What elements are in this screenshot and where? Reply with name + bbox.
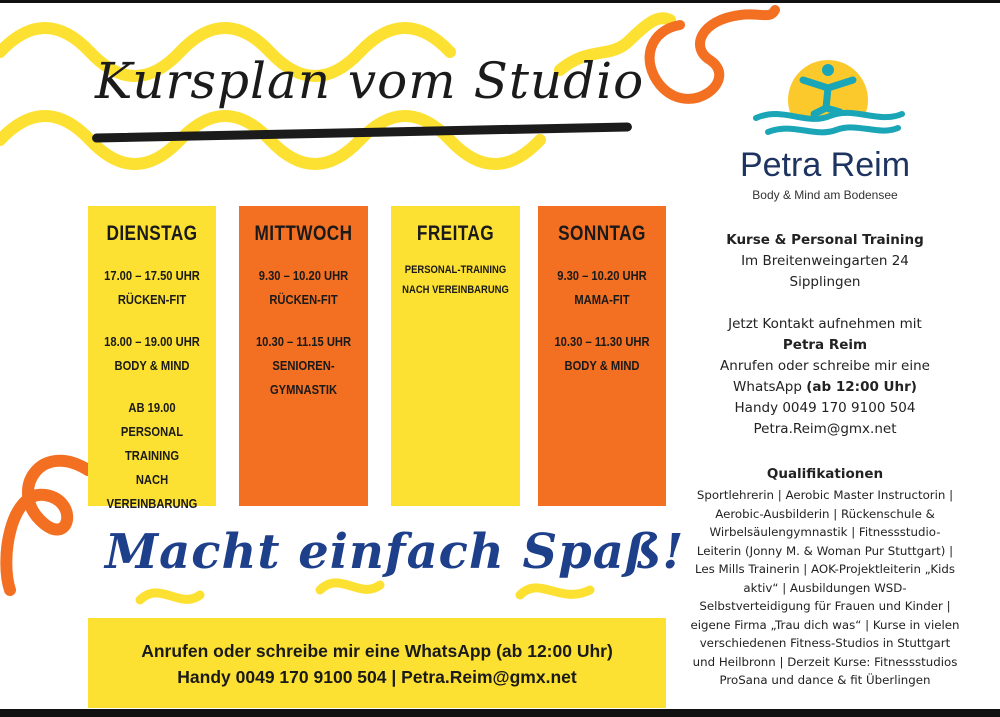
slot-course: SENIOREN-GYMNASTIK	[269, 358, 338, 397]
day-heading: DIENSTAG	[106, 222, 198, 245]
schedule-slot	[547, 330, 657, 378]
slot-course: RÜCKEN-FIT	[117, 292, 187, 307]
schedule-slot	[248, 264, 359, 312]
slot-time: 9.30 – 10.20 UHR	[258, 268, 349, 283]
slot-time: 17.00 – 17.50 UHR	[104, 268, 200, 283]
brand-tagline: Body & Mind am Bodensee	[752, 188, 898, 202]
slot-time: PERSONAL-TRAINING	[404, 264, 507, 276]
contact-footer	[88, 618, 666, 708]
day-heading: SONNTAG	[558, 222, 646, 245]
slogan: Macht einfach Spaß!	[105, 524, 685, 580]
logo-icon	[748, 58, 906, 148]
slot-extra: NACH VEREINBARUNG	[106, 472, 198, 511]
qualification-line: Les Mills Trainerin | AOK-Projektleiterin „Kids	[694, 562, 956, 576]
bottom-border	[0, 709, 1000, 717]
qualification-line: und Heilbronn | Derzeit Kurse: Fitnessstudios	[692, 654, 958, 669]
qualifications-text	[680, 486, 970, 690]
qualification-line: Sportlehrerin | Aerobic Master Instructorin |	[696, 488, 954, 502]
brand-name: Petra Reim	[739, 146, 911, 184]
qualification-line: Aerobic-Ausbilderin | Rückenschule &	[715, 506, 935, 521]
info-phone[interactable]: Handy 0049 170 9100 504	[734, 400, 916, 416]
page-title: Kursplan vom Studio	[95, 52, 645, 110]
schedule-column-mittwoch	[239, 206, 368, 506]
day-heading: MITTWOCH	[254, 222, 353, 245]
slot-course: BODY & MIND	[114, 358, 190, 373]
qualification-line: Selbstverteidigung für Frauen und Kinder |	[699, 599, 951, 613]
slot-course: BODY & MIND	[564, 358, 640, 373]
slot-time: 10.30 – 11.15 UHR	[255, 334, 352, 349]
schedule-slot	[97, 264, 207, 312]
qualification-line: verschiedenen Fitness-Studios in Stuttgart	[699, 636, 951, 650]
info-email[interactable]: Petra.Reim@gmx.net	[753, 421, 897, 437]
contact-info	[685, 230, 965, 440]
footer-line-2: Handy 0049 170 9100 504 | Petra.Reim@gmx.net	[177, 667, 577, 687]
info-contact-intro: Jetzt Kontakt aufnehmen mit	[728, 316, 922, 332]
slot-time: AB 19.00	[128, 400, 176, 415]
info-whatsapp-time: (ab 12:00 Uhr)	[806, 379, 917, 395]
slot-course: MAMA-FIT	[574, 292, 630, 307]
qualifications-heading: Qualifikationen	[766, 466, 884, 482]
info-city: Sipplingen	[789, 274, 861, 290]
slot-time: 10.30 – 11.30 UHR	[554, 334, 650, 349]
qualification-line: eigene Firma „Trau dich was“ | Kurse in vielen	[690, 617, 960, 632]
info-call-text: Anrufen oder schreibe mir eine	[720, 358, 930, 374]
slot-time: 18.00 – 19.00 UHR	[104, 334, 200, 349]
qualification-line: aktiv“ | Ausbildungen WSD-	[743, 580, 907, 595]
info-street: Im Breitenweingarten 24	[741, 253, 909, 269]
schedule-slot	[547, 264, 657, 312]
slot-time: 9.30 – 10.20 UHR	[557, 268, 647, 283]
qualifications	[680, 466, 970, 690]
info-heading: Kurse & Personal Training	[726, 232, 924, 248]
footer-line-1: Anrufen oder schreibe mir eine WhatsApp (ab 12:00 Uhr)	[141, 641, 613, 661]
qualification-line: ProSana und dance & fit Überlingen	[719, 673, 931, 687]
qualification-line: Wirbelsäulengymnastik | Fitnessstudio-	[709, 525, 941, 539]
slot-course: NACH VEREINBARUNG	[402, 284, 509, 296]
day-heading: FREITAG	[416, 222, 495, 245]
slot-course: PERSONAL TRAINING	[120, 424, 184, 463]
schedule-column-freitag	[391, 206, 520, 506]
schedule-column-dienstag	[88, 206, 216, 511]
schedule-slot	[248, 330, 359, 402]
qualification-line: Leiterin (Jonny M. & Woman Pur Stuttgart) |	[696, 543, 954, 558]
schedule-slot	[97, 330, 207, 378]
schedule-slot	[97, 396, 207, 516]
schedule-column-sonntag	[538, 206, 666, 506]
slot-course: RÜCKEN-FIT	[269, 292, 338, 307]
schedule-slot	[400, 260, 511, 300]
info-whatsapp: WhatsApp	[733, 379, 802, 395]
info-contact-name: Petra Reim	[782, 337, 868, 353]
